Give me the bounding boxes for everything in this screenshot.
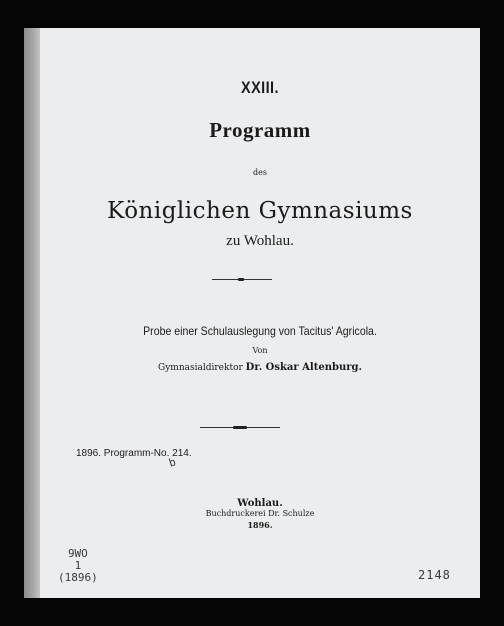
imprint-printer: Buchdruckerei Dr. Schulze [205,509,315,518]
series-number: XXIII. [241,78,279,97]
article-title: Probe einer Schulauslegung von Tacitus' Agricola. [143,324,377,338]
program-number: 1896. Programm-No. 214. [76,448,192,459]
author-role: Gymnasialdirektor [158,363,243,373]
shelf-mark [58,548,98,584]
divider-ornament-top [238,278,244,281]
imprint-place: Wohlau. [237,498,283,509]
author-line [40,362,480,373]
catalog-number: 2148 [418,568,451,582]
shelf-mark-line2: 1 [74,559,82,572]
binding-strip [24,28,40,598]
divider-ornament-bottom [233,426,247,429]
handwritten-scribble: b [167,455,178,470]
des-text: des [253,168,267,177]
von-text: Von [252,346,268,355]
program-heading: Programm [209,118,311,142]
gymnasium-name: Königlichen Gymnasiums [107,198,413,224]
place-text: zu Wohlau. [226,233,294,249]
shelf-mark-line3: (1896) [58,571,98,584]
imprint-year: 1896. [247,520,273,530]
shelf-mark-line1: 9WO [67,547,88,560]
author-name: Dr. Oskar Altenburg. [245,362,362,373]
title-page [24,28,480,598]
